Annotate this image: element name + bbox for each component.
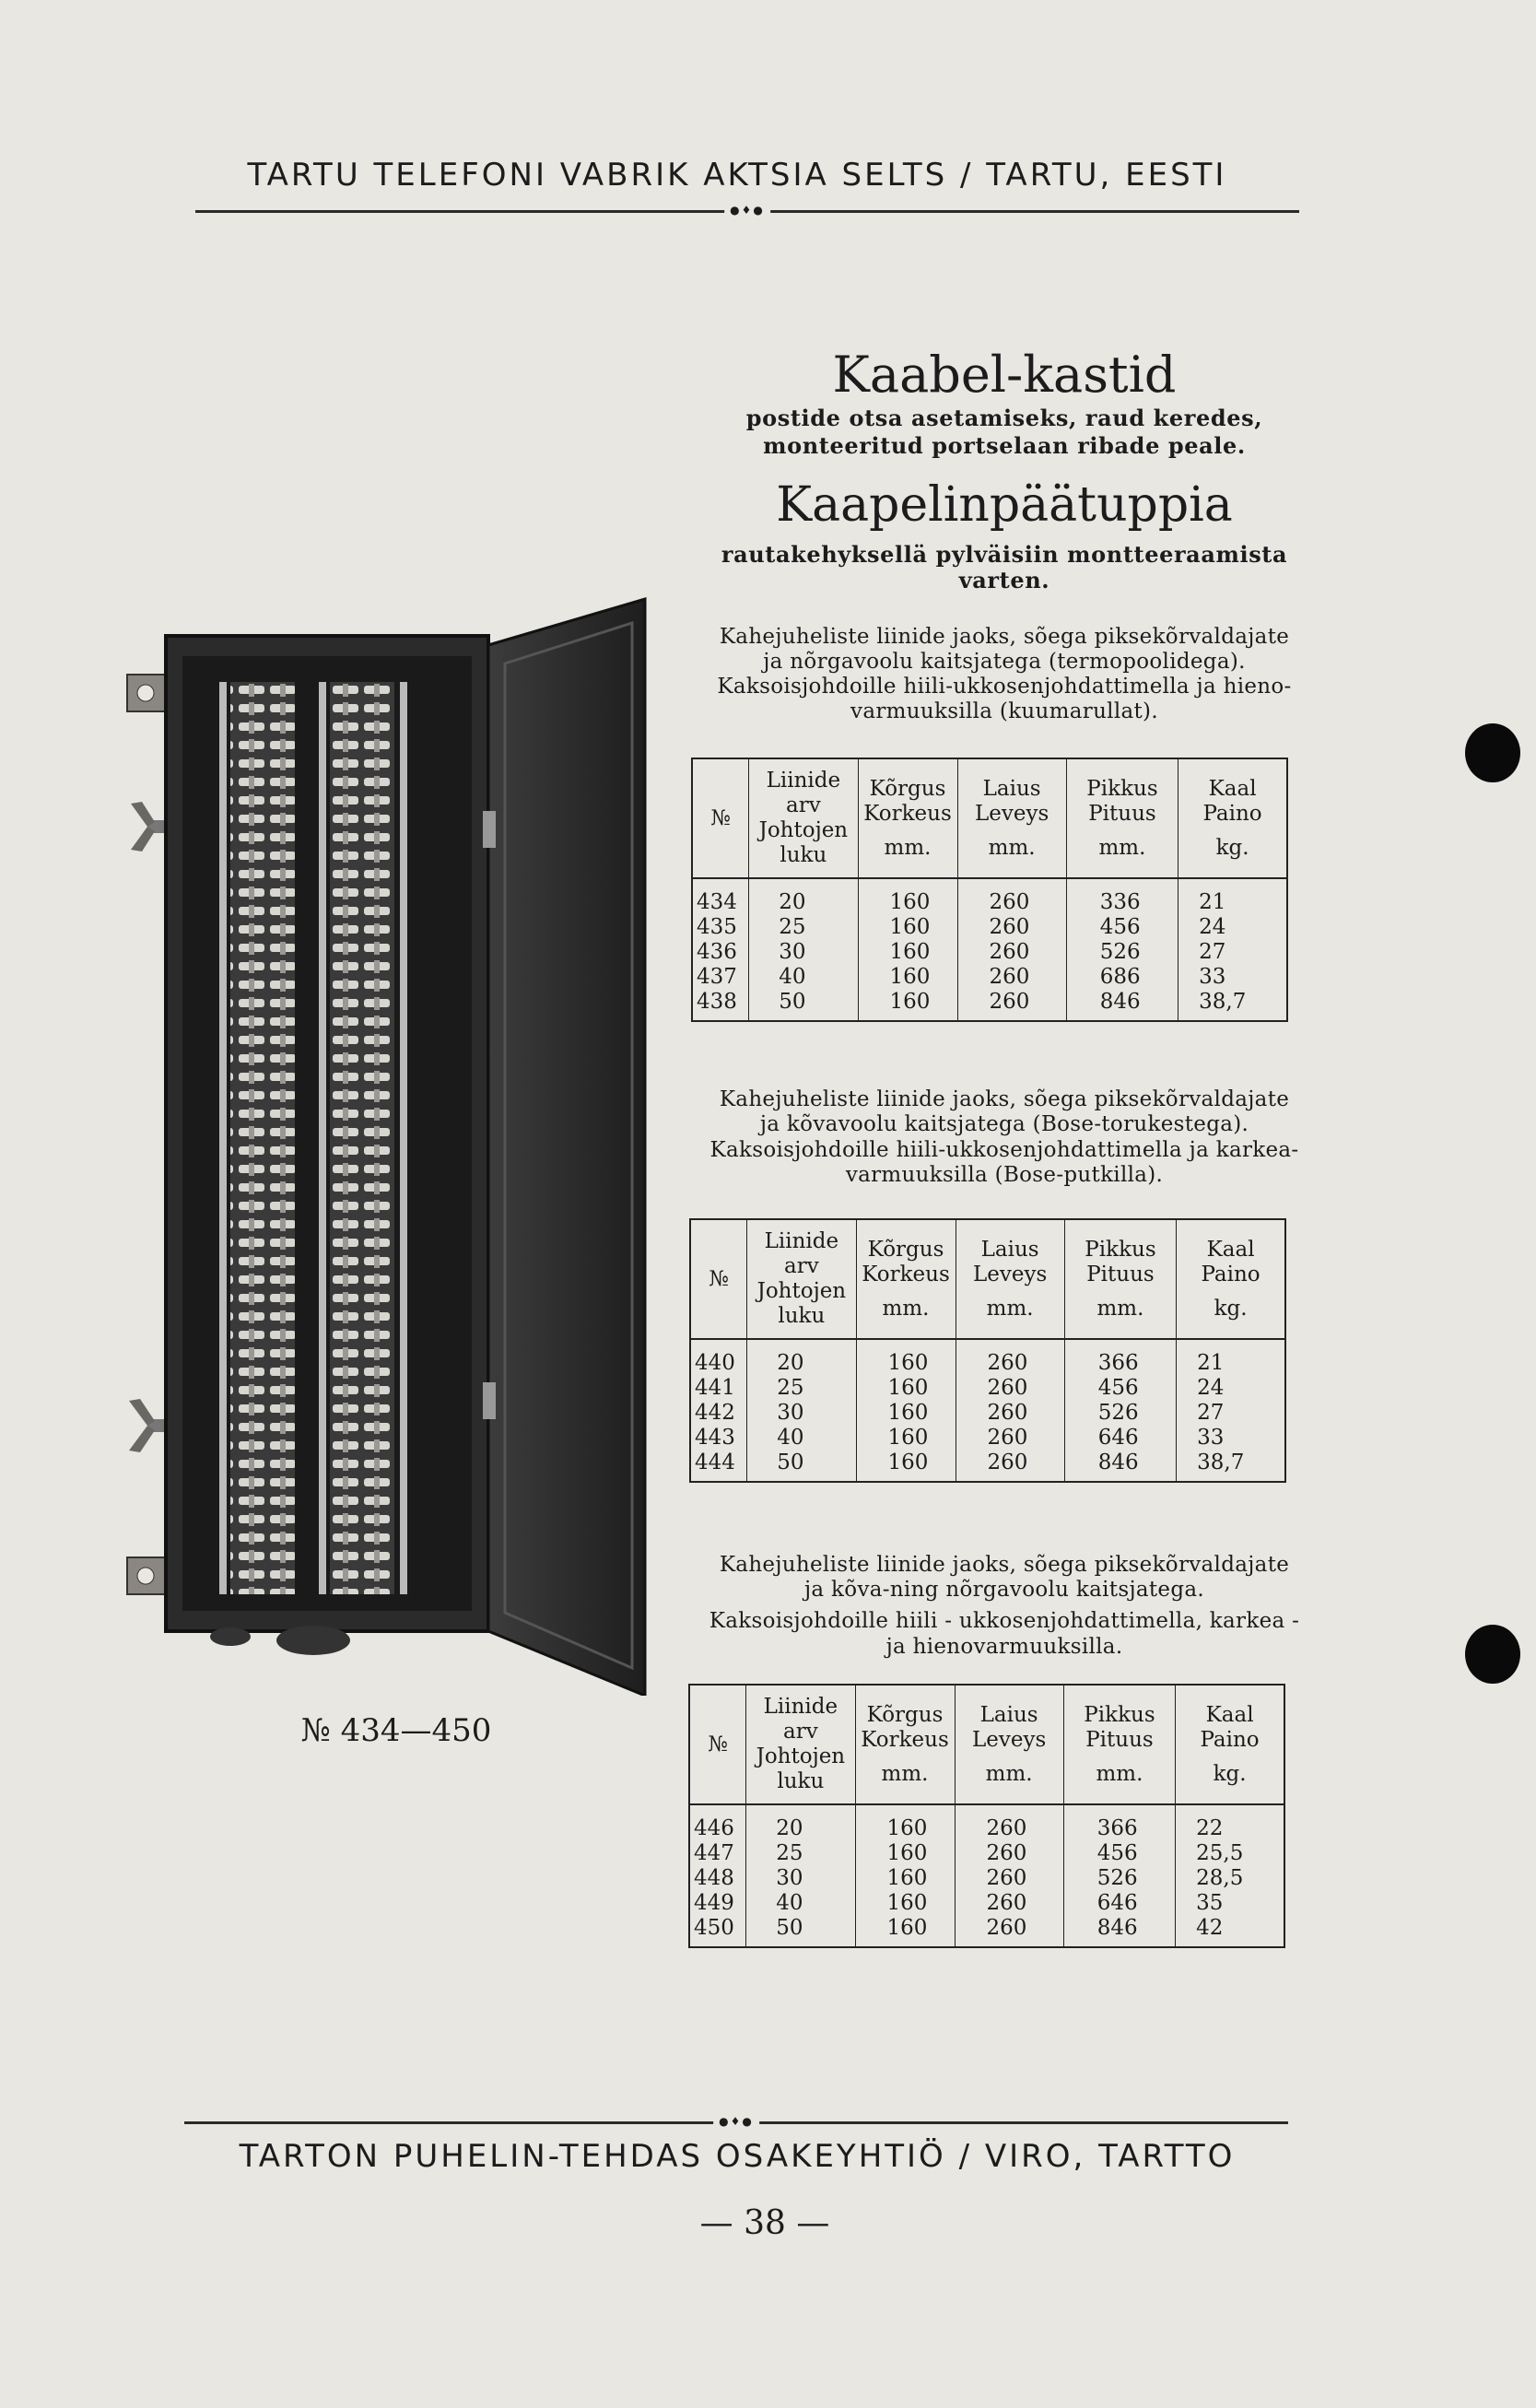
subtitle-finnish-1: rautakehyksellä pylväisiin montteeraamista bbox=[721, 541, 1288, 568]
col-width: Laius Leveys mm. bbox=[956, 1219, 1064, 1339]
subtitle-estonian-1: postide otsa asetamiseks, raud keredes, bbox=[745, 405, 1263, 431]
table-header-row bbox=[689, 1685, 1284, 1804]
page-footer: TARTON PUHELIN-TEHDAS OSAKEYHTIÖ / VIRO, TARTTO bbox=[239, 2138, 1236, 2175]
col-width: Laius Leveys mm. bbox=[955, 1685, 1063, 1804]
page-number: — 38 — bbox=[699, 2204, 830, 2242]
rule-ornament: ●♦● bbox=[724, 204, 770, 217]
col-lines: Liinide arv Johtojen luku bbox=[749, 758, 858, 878]
section2-desc-et-2: ja kõvavoolu kaitsjatega (Bose-torukestega). bbox=[759, 1112, 1249, 1136]
col-width: Laius Leveys mm. bbox=[957, 758, 1066, 878]
col-height: Kõrgus Korkeus mm. bbox=[855, 1685, 955, 1804]
spec-table-3 bbox=[688, 1684, 1285, 1948]
col-length: Pikkus Pituus mm. bbox=[1064, 1219, 1176, 1339]
subtitle-finnish-2: varten. bbox=[958, 567, 1050, 593]
table-row: 440 20 160 260 366 21 bbox=[690, 1339, 1285, 1376]
table-row: 450 50 160 260 846 42 bbox=[689, 1916, 1284, 1947]
table-row: 443 40 160 260 646 33 bbox=[690, 1426, 1285, 1451]
table-row: 442 30 160 260 526 27 bbox=[690, 1401, 1285, 1426]
image-caption: № 434—450 bbox=[300, 1712, 492, 1749]
section2-desc-fi-2: varmuuksilla (Bose-putkilla). bbox=[845, 1163, 1164, 1187]
spec-table-1 bbox=[691, 758, 1288, 1022]
cable-box-photo bbox=[111, 590, 663, 1696]
spec-table-2 bbox=[689, 1218, 1286, 1483]
section2-desc-et-1: Kahejuheliste liinide jaoks, sõega piksekõrvaldajate bbox=[719, 1087, 1290, 1111]
col-weight: Kaal Paino kg. bbox=[1176, 1685, 1284, 1804]
section3-desc-fi-1: Kaksoisjohdoille hiili - ukkosenjohdattimella, karkea - bbox=[709, 1609, 1300, 1633]
col-weight: Kaal Paino kg. bbox=[1178, 758, 1287, 878]
punch-hole bbox=[1465, 723, 1520, 782]
table-row: 435 25 160 260 456 24 bbox=[692, 915, 1287, 940]
table-row: 434 20 160 260 336 21 bbox=[692, 878, 1287, 915]
col-length: Pikkus Pituus mm. bbox=[1063, 1685, 1175, 1804]
table-row: 441 25 160 260 456 24 bbox=[690, 1376, 1285, 1401]
table-header-row bbox=[692, 758, 1287, 878]
section3-desc-et-1: Kahejuheliste liinide jaoks, sõega piksekõrvaldajate bbox=[719, 1553, 1290, 1577]
col-number: № bbox=[690, 1219, 747, 1339]
col-height: Kõrgus Korkeus mm. bbox=[858, 758, 957, 878]
page-header: TARTU TELEFONI VABRIK AKTSIA SELTS / TARTU, EESTI bbox=[247, 157, 1227, 194]
col-weight: Kaal Paino kg. bbox=[1177, 1219, 1285, 1339]
title-finnish: Kaapelinpäätuppia bbox=[776, 477, 1233, 533]
table-row: 438 50 160 260 846 38,7 bbox=[692, 990, 1287, 1021]
table-row: 448 30 160 260 526 28,5 bbox=[689, 1866, 1284, 1891]
section3-desc-et-2: ja kõva-ning nõrgavoolu kaitsjatega. bbox=[804, 1578, 1204, 1602]
section1-desc-et-2: ja nõrgavoolu kaitsjatega (termopoolidega). bbox=[763, 650, 1246, 674]
table-row: 446 20 160 260 366 22 bbox=[689, 1804, 1284, 1841]
col-height: Kõrgus Korkeus mm. bbox=[856, 1219, 956, 1339]
header-rule bbox=[195, 204, 1299, 217]
col-number: № bbox=[692, 758, 749, 878]
col-length: Pikkus Pituus mm. bbox=[1066, 758, 1178, 878]
section2-desc-fi-1: Kaksoisjohdoille hiili-ukkosenjohdattimella ja karkea- bbox=[709, 1138, 1299, 1162]
table-header-row bbox=[690, 1219, 1285, 1339]
section1-desc-fi-2: varmuuksilla (kuumarullat). bbox=[850, 699, 1158, 723]
section1-desc-et-1: Kahejuheliste liinide jaoks, sõega piksekõrvaldajate bbox=[719, 625, 1290, 649]
section1-desc-fi-1: Kaksoisjohdoille hiili-ukkosenjohdattimella ja hieno- bbox=[717, 675, 1292, 699]
section3-desc-fi-2: ja hienovarmuuksilla. bbox=[885, 1635, 1123, 1659]
table-row: 437 40 160 260 686 33 bbox=[692, 965, 1287, 990]
col-number: № bbox=[689, 1685, 746, 1804]
table-row: 447 25 160 260 456 25,5 bbox=[689, 1841, 1284, 1866]
col-lines: Liinide arv Johtojen luku bbox=[746, 1685, 855, 1804]
title-estonian: Kaabel-kastid bbox=[832, 346, 1177, 404]
rule-ornament: ●♦● bbox=[713, 2115, 759, 2128]
table-row: 436 30 160 260 526 27 bbox=[692, 940, 1287, 965]
punch-hole bbox=[1465, 1625, 1520, 1684]
col-lines: Liinide arv Johtojen luku bbox=[747, 1219, 856, 1339]
subtitle-estonian-2: monteeritud portselaan ribade peale. bbox=[763, 432, 1246, 459]
footer-rule bbox=[184, 2115, 1288, 2128]
table-row: 444 50 160 260 846 38,7 bbox=[690, 1451, 1285, 1482]
table-row: 449 40 160 260 646 35 bbox=[689, 1891, 1284, 1916]
